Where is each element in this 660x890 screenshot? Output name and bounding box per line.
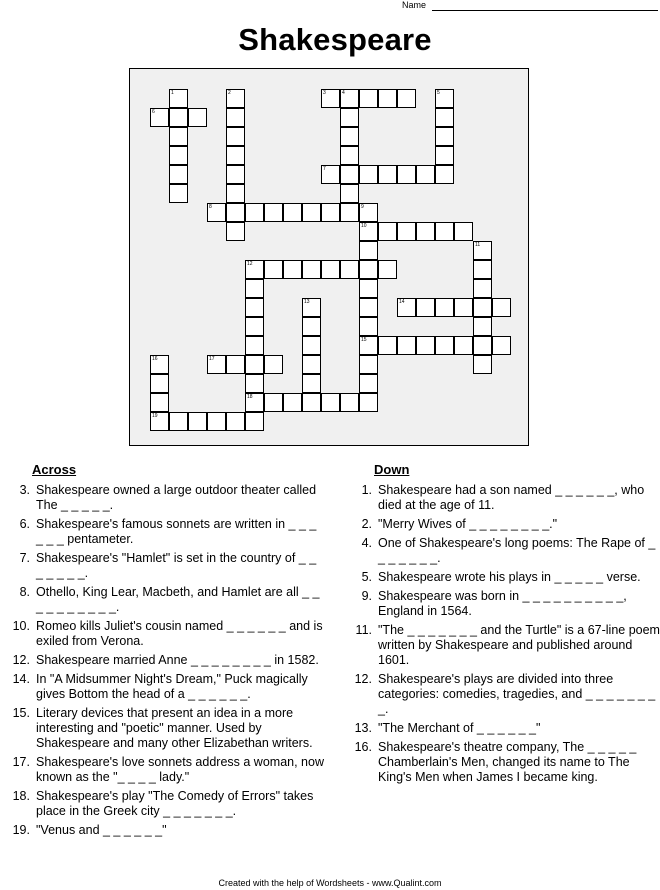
grid-cell[interactable] [150,393,169,412]
grid-cell[interactable] [378,336,397,355]
name-label: Name [402,0,427,10]
clue-text: Shakespeare's theatre company, The _ _ _ _ _ Chamberlain's Men, changed its name to The King's Men when James I became king. [378,740,637,784]
down-clue [346,672,660,717]
grid-cell[interactable] [492,298,511,317]
grid-cell[interactable] [245,317,264,336]
clue-number: 12. [12,653,30,667]
clue-number: 13. [354,721,372,735]
down-clue [346,570,660,585]
grid-cell[interactable] [302,393,321,412]
clue-text: Shakespeare wrote his plays in _ _ _ _ _ verse. [378,570,641,584]
grid-cell[interactable] [359,241,378,260]
clue-number: 9. [361,589,372,603]
clue-number: 7. [19,551,30,565]
across-clue [4,823,324,838]
grid-cell[interactable] [245,355,264,374]
grid-cell[interactable] [226,222,245,241]
down-clue [346,623,660,668]
grid-cell[interactable] [435,108,454,127]
clue-number: 6. [19,517,30,531]
grid-cell[interactable] [435,336,454,355]
grid-cell[interactable] [416,222,435,241]
grid-cell[interactable] [378,260,397,279]
grid-cell[interactable] [302,336,321,355]
across-clue [4,551,324,581]
across-clue [4,653,324,668]
grid-cell[interactable] [207,412,226,431]
clue-number-label: 11 [475,242,481,248]
grid-cell[interactable] [302,355,321,374]
across-clue [4,585,324,615]
grid-cell[interactable] [264,260,283,279]
grid-cell[interactable] [283,393,302,412]
grid-cell[interactable] [397,89,416,108]
clue-number-label: 12 [247,261,253,267]
clue-number-label: 15 [361,337,367,343]
clue-number-label: 14 [399,299,405,305]
grid-cell[interactable] [435,222,454,241]
clue-text: Shakespeare had a son named _ _ _ _ _ _, who died at the age of 11. [378,483,645,512]
grid-cell[interactable] [321,393,340,412]
clue-text: "The Merchant of _ _ _ _ _ _" [378,721,541,735]
grid-cell[interactable] [245,298,264,317]
grid-cell[interactable] [378,222,397,241]
grid-cell[interactable] [226,184,245,203]
clue-number: 5. [361,570,372,584]
clue-text: Shakespeare's love sonnets address a woman, now known as the "_ _ _ _ lady." [36,755,324,784]
grid-cell[interactable] [435,146,454,165]
grid-cell[interactable] [302,374,321,393]
grid-cell[interactable] [492,336,511,355]
clue-number: 2. [361,517,372,531]
clue-number-label: 18 [247,394,253,400]
grid-cell[interactable] [359,393,378,412]
down-clue [346,483,660,513]
grid-cell[interactable] [245,336,264,355]
grid-cell[interactable] [150,374,169,393]
clue-number: 1. [361,483,372,497]
grid-cell[interactable] [245,412,264,431]
crossword-grid [129,68,529,446]
grid-cell[interactable] [378,89,397,108]
grid-cell[interactable] [416,165,435,184]
clue-number-label: 19 [152,413,158,419]
grid-cell[interactable] [416,336,435,355]
clue-text: In "A Midsummer Night's Dream," Puck magically gives Bottom the head of a _ _ _ _ _ _. [36,672,308,701]
clue-text: Literary devices that present an idea in a more interesting and "poetic" manner. Used by Shakespeare and many other Elizabethan writers. [36,706,313,750]
clue-number-label: 5 [437,90,440,96]
clue-number-label: 4 [342,90,345,96]
name-line[interactable] [432,10,658,11]
across-column [4,462,324,842]
grid-cell[interactable] [226,108,245,127]
grid-cell[interactable] [302,203,321,222]
clue-text: Shakespeare was born in _ _ _ _ _ _ _ _ _ _, England in 1564. [378,589,627,618]
grid-cell[interactable] [397,222,416,241]
grid-cell[interactable] [340,203,359,222]
grid-cell[interactable] [340,260,359,279]
down-clue [346,740,660,785]
grid-cell[interactable] [435,298,454,317]
grid-cell[interactable] [359,298,378,317]
grid-cell[interactable] [340,108,359,127]
down-clue [346,536,660,566]
grid-cell[interactable] [340,393,359,412]
clue-text: Shakespeare's plays are divided into three categories: comedies, tragedies, and _ _ _ _ _ _ _ _. [378,672,656,716]
down-heading: Down [374,462,410,477]
grid-cell[interactable] [454,336,473,355]
clue-number-label: 2 [228,90,231,96]
clue-text: "Venus and _ _ _ _ _ _" [36,823,167,837]
clue-number-label: 3 [323,90,326,96]
grid-cell[interactable] [283,260,302,279]
grid-cell[interactable] [188,412,207,431]
grid-cell[interactable] [454,298,473,317]
footer-credit: Created with the help of Wordsheets - www.Qualint.com [218,878,442,888]
grid-cell[interactable] [473,317,492,336]
clue-text: "Merry Wives of _ _ _ _ _ _ _ _." [378,517,558,531]
grid-cell[interactable] [359,374,378,393]
grid-cell[interactable] [321,203,340,222]
grid-cell[interactable] [169,146,188,165]
grid-cell[interactable] [359,279,378,298]
across-clue [4,483,324,513]
grid-cell[interactable] [302,260,321,279]
clue-number-label: 17 [209,356,215,362]
clue-number: 16. [354,740,372,754]
grid-cell[interactable] [264,393,283,412]
clue-number: 18. [12,789,30,803]
grid-cell[interactable] [188,108,207,127]
clue-number: 12. [354,672,372,686]
grid-cell[interactable] [359,355,378,374]
clue-text: Shakespeare's "Hamlet" is set in the country of _ _ _ _ _ _ _. [36,551,317,580]
grid-cell[interactable] [245,203,264,222]
grid-cell[interactable] [340,146,359,165]
clue-number-label: 10 [361,223,367,229]
grid-cell[interactable] [473,355,492,374]
grid-cell[interactable] [340,165,359,184]
grid-cell[interactable] [435,165,454,184]
clue-number-label: 9 [361,204,364,210]
clue-number: 10. [12,619,30,633]
clue-number-label: 13 [304,299,310,305]
grid-cell[interactable] [473,260,492,279]
across-heading: Across [32,462,77,477]
grid-cell[interactable] [169,108,188,127]
down-clue [346,721,660,736]
clue-text: "The _ _ _ _ _ _ _ and the Turtle" is a 67-line poem written by Shakespeare and published around 1601. [378,623,660,667]
down-clue [346,589,660,619]
grid-cell[interactable] [378,165,397,184]
clue-number-label: 8 [209,204,212,210]
clue-number: 19. [12,823,30,837]
across-clue [4,672,324,702]
across-clue [4,755,324,785]
page-title: Shakespeare [238,22,432,57]
clue-number: 8. [19,585,30,599]
grid-cell[interactable] [359,89,378,108]
across-clue [4,706,324,751]
clue-number: 17. [12,755,30,769]
grid-cell[interactable] [340,184,359,203]
grid-cell[interactable] [245,374,264,393]
across-clue-list [4,483,324,838]
grid-cell[interactable] [397,165,416,184]
clue-text: Romeo kills Juliet's cousin named _ _ _ _ _ _ and is exiled from Verona. [36,619,323,648]
grid-cell[interactable] [226,146,245,165]
grid-cell[interactable] [264,203,283,222]
grid-cell[interactable] [226,127,245,146]
grid-cell[interactable] [169,184,188,203]
grid-cell[interactable] [226,355,245,374]
across-clue [4,517,324,547]
grid-cell[interactable] [169,412,188,431]
clue-number-label: 6 [152,109,155,115]
down-clue-list [346,483,660,785]
grid-cell[interactable] [473,298,492,317]
down-column [346,462,660,789]
grid-cell[interactable] [359,317,378,336]
clue-text: Othello, King Lear, Macbeth, and Hamlet are all _ _ _ _ _ _ _ _ _ _. [36,585,320,614]
grid-cell[interactable] [454,222,473,241]
clue-text: Shakespeare's famous sonnets are written in _ _ _ _ _ _ pentameter. [36,517,317,546]
grid-cell[interactable] [264,355,283,374]
grid-cell[interactable] [169,127,188,146]
clue-number-label: 16 [152,356,158,362]
grid-cell[interactable] [283,203,302,222]
across-clue [4,789,324,819]
grid-cell[interactable] [397,336,416,355]
grid-cell[interactable] [245,279,264,298]
grid-cell[interactable] [226,165,245,184]
across-clue [4,619,324,649]
grid-cell[interactable] [321,260,340,279]
grid-cell[interactable] [226,203,245,222]
grid-cell[interactable] [359,260,378,279]
clue-number-label: 7 [323,166,326,172]
clue-text: Shakespeare's play "The Comedy of Errors" takes place in the Greek city _ _ _ _ _ _ _. [36,789,314,818]
clue-text: Shakespeare married Anne _ _ _ _ _ _ _ _ in 1582. [36,653,319,667]
down-clue [346,517,660,532]
clue-number-label: 1 [171,90,174,96]
grid-cell[interactable] [340,127,359,146]
grid-cell[interactable] [226,412,245,431]
grid-cell[interactable] [169,165,188,184]
grid-cell[interactable] [416,298,435,317]
clue-number: 15. [12,706,30,720]
grid-cell[interactable] [473,279,492,298]
clue-number: 14. [12,672,30,686]
grid-cell[interactable] [435,127,454,146]
clue-number: 4. [361,536,372,550]
grid-cell[interactable] [302,317,321,336]
clue-number: 3. [19,483,30,497]
clue-text: Shakespeare owned a large outdoor theater called The _ _ _ _ _. [36,483,317,512]
clue-text: One of Shakespeare's long poems: The Rape of _ _ _ _ _ _ _. [378,536,656,565]
grid-cell[interactable] [473,336,492,355]
clue-number: 11. [355,623,372,637]
grid-cell[interactable] [359,165,378,184]
